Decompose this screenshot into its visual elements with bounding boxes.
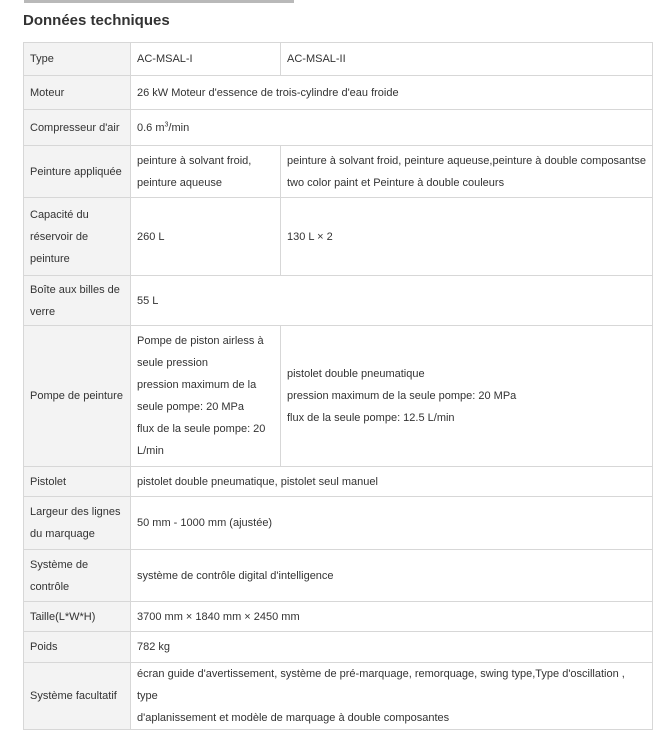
- cell-model-2: peinture à solvant froid, peinture aqueuse,peinture à double composantse two color paint et Peinture à double couleurs: [281, 146, 653, 198]
- row-value: écran guide d'avertissement, système de pré-marquage, remorquage, swing type,Type d'oscillation , type d'aplanissement et modèle de marquage à double composantes: [131, 663, 653, 730]
- table-row-boite: [24, 276, 653, 326]
- row-value: 0.6 $m^3/\min$: [131, 110, 653, 146]
- table-row-largeur: [24, 497, 653, 550]
- row-label: Moteur: [24, 76, 131, 110]
- top-image-strip: [24, 0, 294, 3]
- cell-model-1: peinture à solvant froid, peinture aqueuse: [131, 146, 281, 198]
- row-label: Compresseur d'air: [24, 110, 131, 146]
- row-label: Pompe de peinture: [24, 326, 131, 467]
- table-row-peinture: [24, 146, 653, 198]
- row-label: Taille(L*W*H): [24, 602, 131, 632]
- row-label: Pistolet: [24, 467, 131, 497]
- table-row-moteur: [24, 76, 653, 110]
- cell-model-1: AC-MSAL-I: [131, 43, 281, 76]
- row-value: 3700 mm × 1840 mm × 2450 mm: [131, 602, 653, 632]
- row-value: 782 kg: [131, 632, 653, 663]
- row-value: 50 mm - 1000 mm (ajustée): [131, 497, 653, 550]
- table-row-systeme-controle: [24, 550, 653, 602]
- row-label: Capacité du réservoir de peinture: [24, 198, 131, 276]
- table-row-poids: [24, 632, 653, 663]
- row-label: Largeur des lignes du marquage: [24, 497, 131, 550]
- row-label: Boîte aux billes de verre: [24, 276, 131, 326]
- row-label: Poids: [24, 632, 131, 663]
- section-title: Données techniques: [23, 12, 170, 29]
- table-row-systeme-facultatif: [24, 663, 653, 730]
- cell-model-1: Pompe de piston airless à seule pression pression maximum de la seule pompe: 20 MPa flux de la seule pompe: 20 L/min: [131, 326, 281, 467]
- table-row-taille: [24, 602, 653, 632]
- table-row-compresseur: [24, 110, 653, 146]
- cell-model-1: 260 L: [131, 198, 281, 276]
- table-row-type: [24, 43, 653, 76]
- cell-model-2: 130 L × 2: [281, 198, 653, 276]
- row-value: 55 L: [131, 276, 653, 326]
- table-row-pompe: [24, 326, 653, 467]
- table-row-pistolet: [24, 467, 653, 497]
- cell-model-2: AC-MSAL-II: [281, 43, 653, 76]
- row-value: 26 kW Moteur d'essence de trois-cylindre d'eau froide: [131, 76, 653, 110]
- row-label: Système facultatif: [24, 663, 131, 730]
- row-label: Système de contrôle: [24, 550, 131, 602]
- row-value: système de contrôle digital d'intelligence: [131, 550, 653, 602]
- specs-table: [23, 42, 653, 730]
- row-label: Type: [24, 43, 131, 76]
- cell-model-2: pistolet double pneumatique pression maximum de la seule pompe: 20 MPa flux de la seule pompe: 12.5 L/min: [281, 326, 653, 467]
- table-row-capacite: [24, 198, 653, 276]
- row-value: pistolet double pneumatique, pistolet seul manuel: [131, 467, 653, 497]
- row-label: Peinture appliquée: [24, 146, 131, 198]
